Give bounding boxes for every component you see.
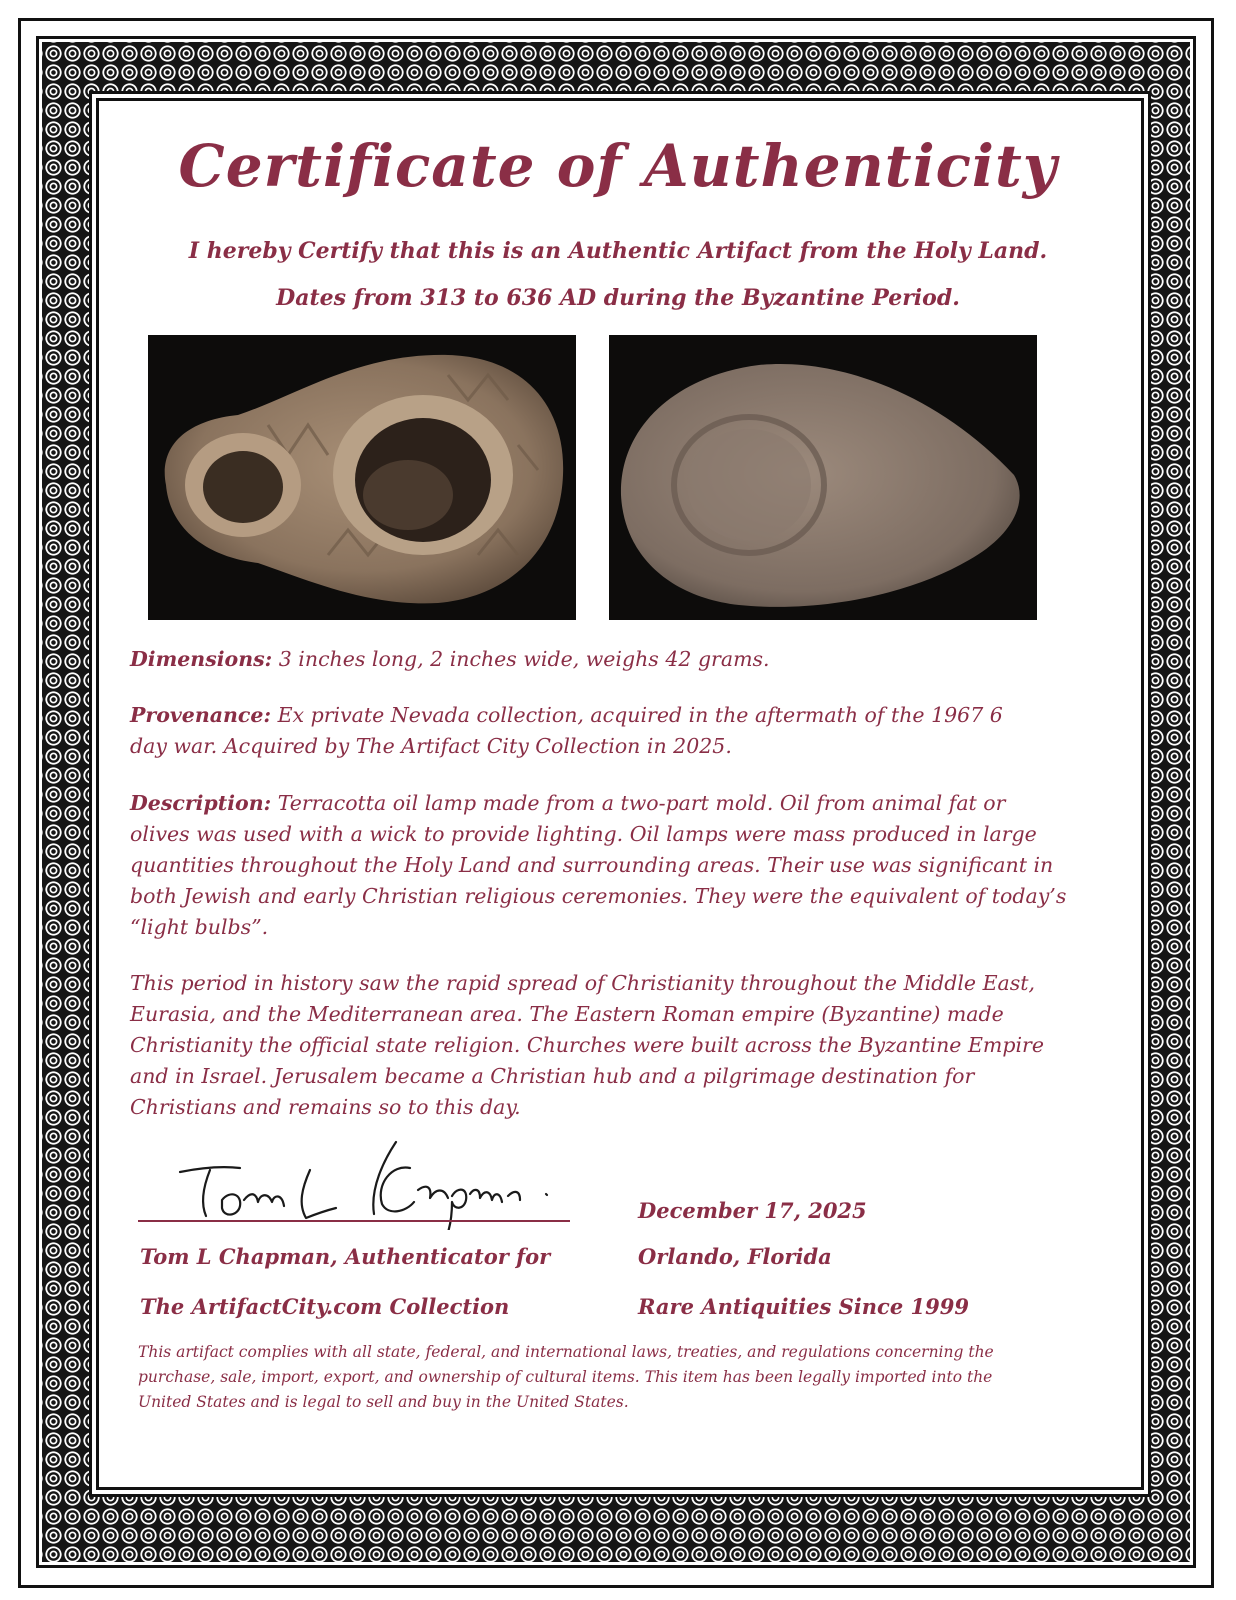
provenance-paragraph xyxy=(130,700,1030,762)
authenticator-name: Tom L Chapman, Authenticator for xyxy=(140,1244,551,1269)
artifact-photo-top xyxy=(148,335,576,620)
description-text: Terracotta oil lamp made from a two-part mold. Oil from animal fat or olives was used with a wick to provide lighting. Oil lamps were mass produced in large quantities throughout the Holy Land and surrounding areas. Their use was significant in both Jewish and early Christian religious ceremonies. They were the equivalent of today’s “light bulbs”. xyxy=(130,791,1067,939)
certification-statement: I hereby Certify that this is an Authentic Artifact from the Holy Land. xyxy=(188,238,1048,264)
certificate-location: Orlando, Florida xyxy=(638,1244,832,1269)
dimensions-paragraph xyxy=(130,644,1090,675)
description-label: Description: xyxy=(130,791,272,815)
dimensions-text: 3 inches long, 2 inches wide, weighs 42 grams. xyxy=(278,647,770,671)
certificate-title: Certificate of Authenticity xyxy=(178,132,1058,200)
provenance-label: Provenance: xyxy=(130,703,272,727)
provenance-text: Ex private Nevada collection, acquired in the aftermath of the 1967 6 day war. Acquired by The Artifact City Collection in 2025. xyxy=(130,703,1003,758)
date-range-statement: Dates from 313 to 636 AD during the Byzantine Period. xyxy=(276,285,960,311)
signature-image xyxy=(160,1130,580,1230)
certificate-date: December 17, 2025 xyxy=(638,1198,867,1223)
collection-name: The ArtifactCity.com Collection xyxy=(140,1294,510,1319)
artifact-photo-bottom xyxy=(609,335,1037,620)
history-paragraph: This period in history saw the rapid spread of Christianity throughout the Middle East, Eurasia, and the Mediterranean area. The Eastern Roman empire (Byzantine) made Christianity the official state religion. Churches were built across the Byzantine Empire and in Israel. Jerusalem became a Christian hub and a pilgrimage destination for Christians and remains so to this day. xyxy=(130,971,1044,1119)
company-tagline: Rare Antiquities Since 1999 xyxy=(638,1294,969,1319)
oil-lamp-bottom-image xyxy=(609,335,1037,620)
dimensions-label: Dimensions: xyxy=(130,647,273,671)
description-paragraph xyxy=(130,788,1070,943)
oil-lamp-top-image xyxy=(148,335,576,620)
legal-notice: This artifact complies with all state, federal, and international laws, treaties, and regulations concerning the purchase, sale, import, export, and ownership of cultural items. This item has been legally imported into the United States and is legal to sell and buy in the United States. xyxy=(138,1343,994,1411)
signature-line xyxy=(138,1220,570,1222)
